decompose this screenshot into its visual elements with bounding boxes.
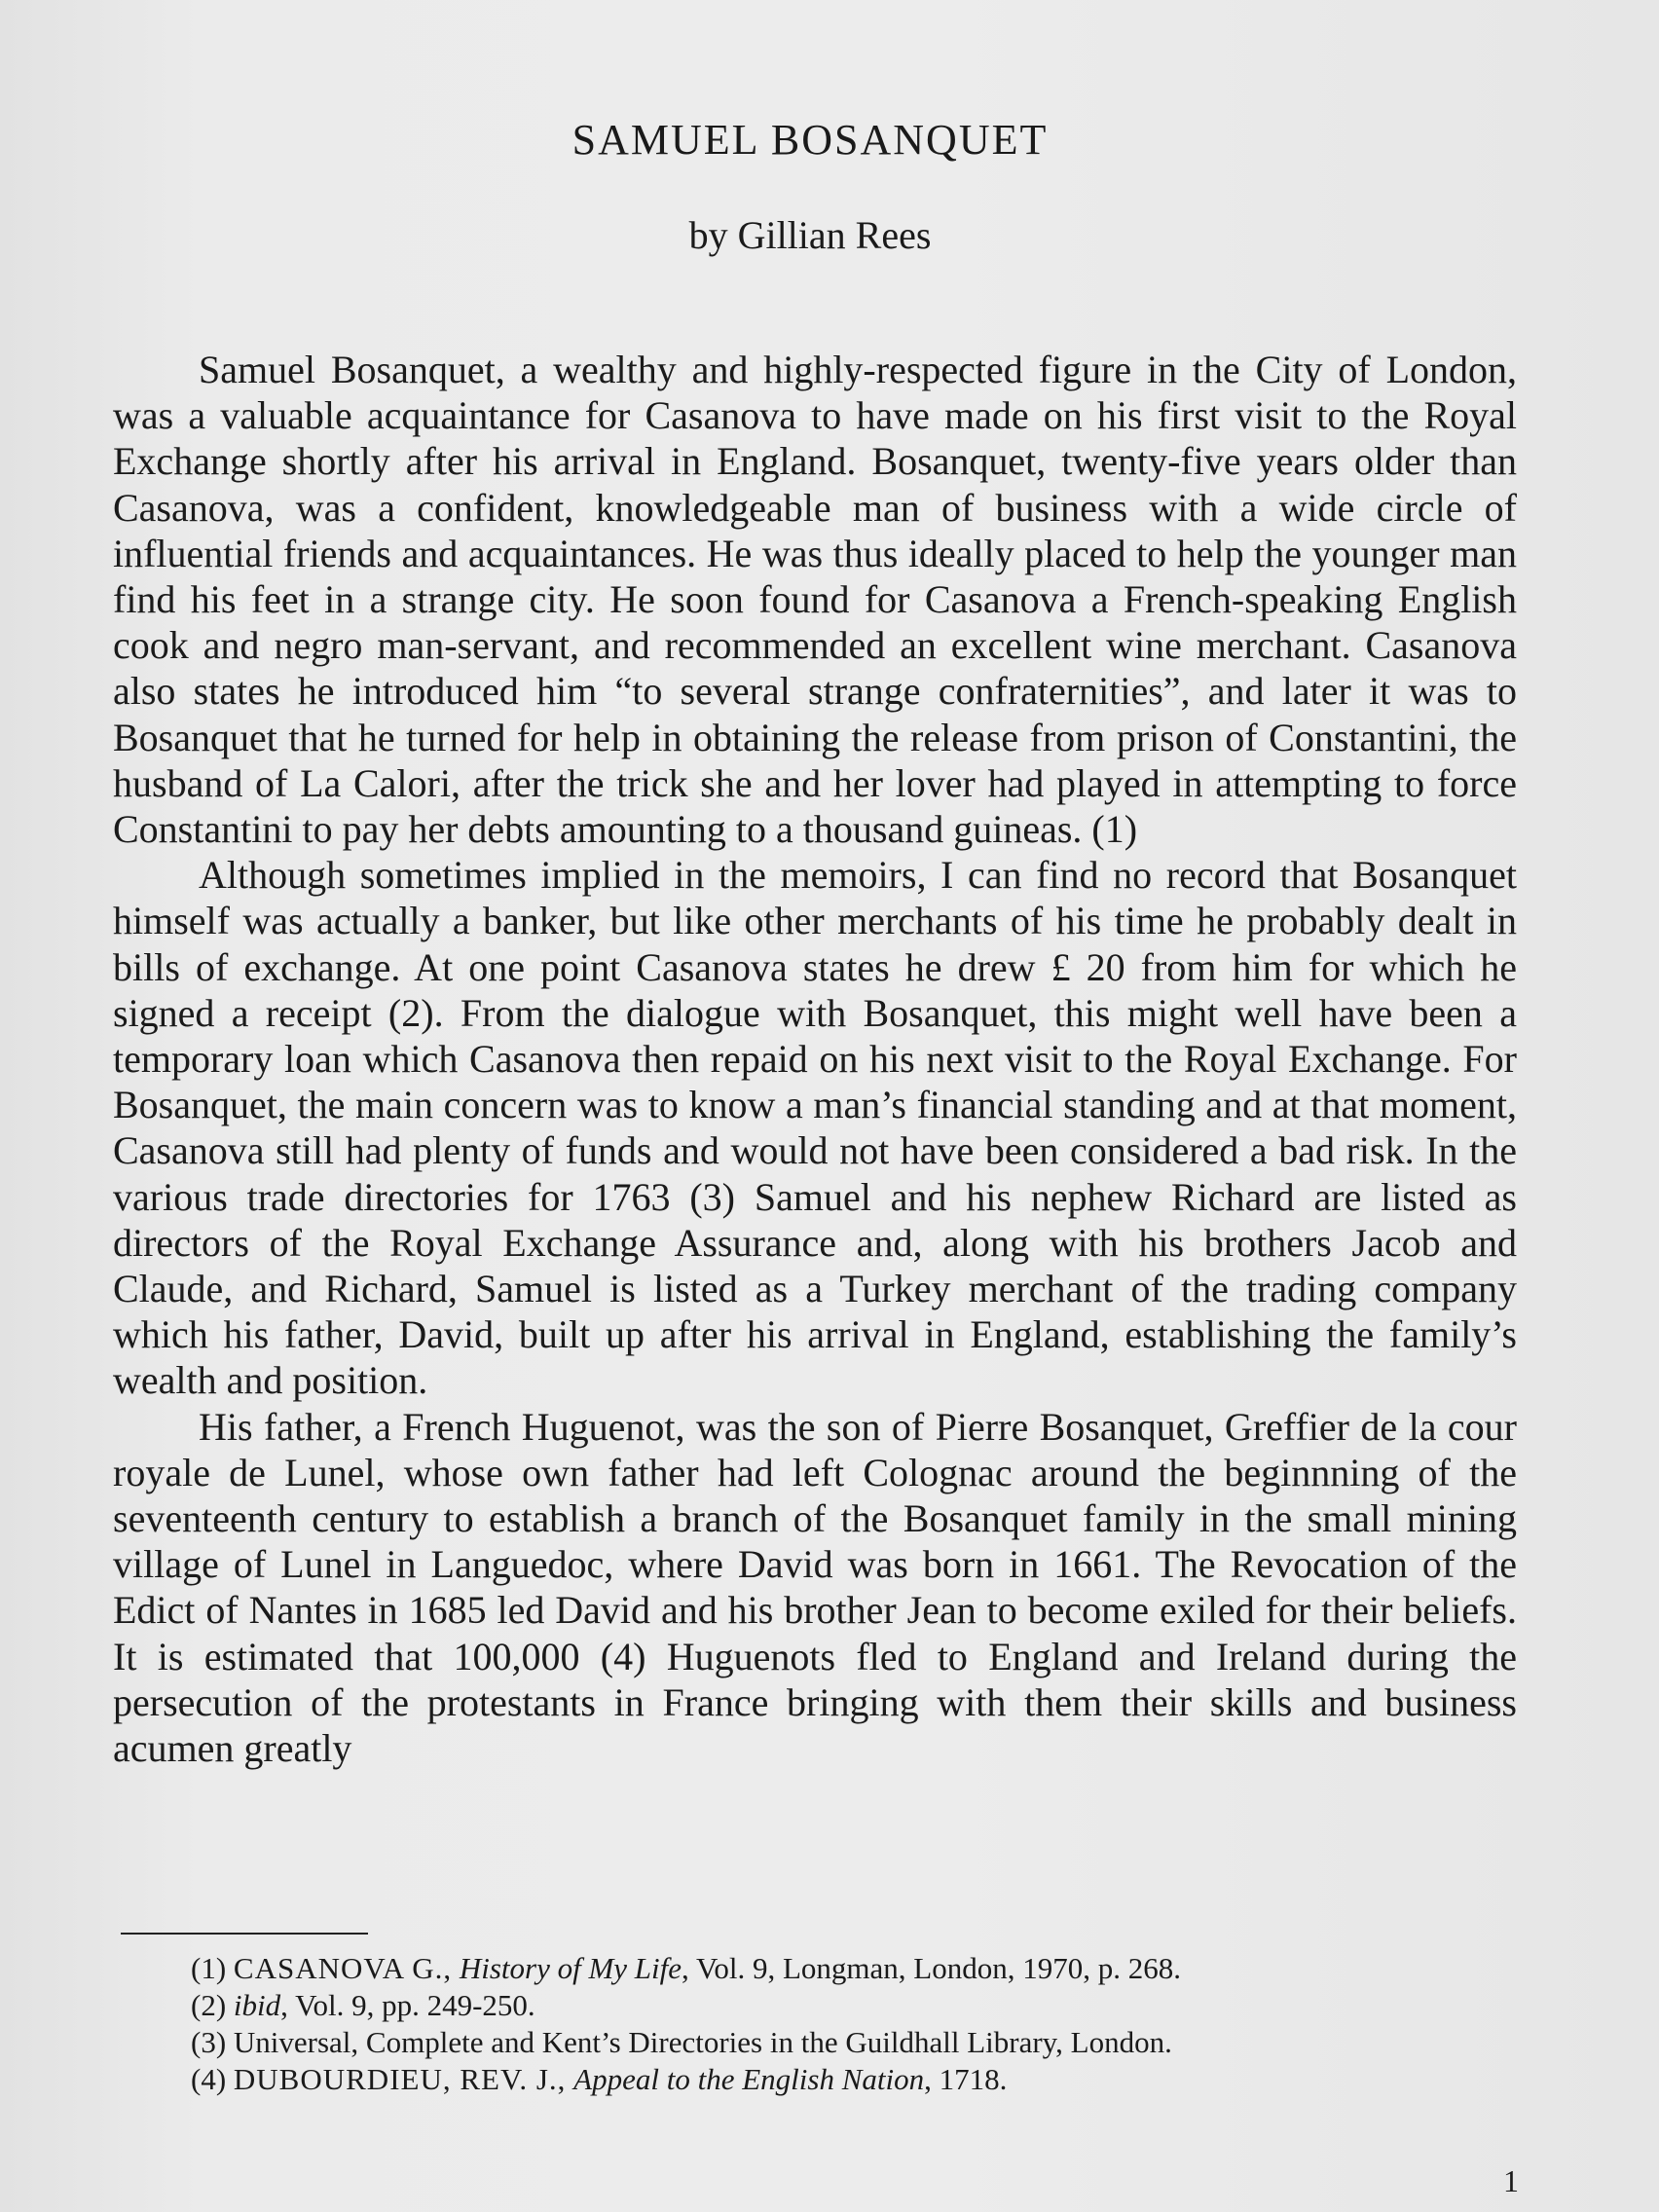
- footnote-details: Universal, Complete and Kent’s Directories in the Guildhall Library, London.: [233, 2025, 1172, 2059]
- footnote-number: (2): [191, 1988, 227, 2022]
- footnote-details: , 1718.: [924, 2062, 1008, 2096]
- footnote-work-title: Appeal to the English Nation: [573, 2062, 925, 2096]
- footnote-details: , Vol. 9, Longman, London, 1970, p. 268.: [682, 1951, 1181, 1985]
- footnote-work-title: ibid: [233, 1988, 281, 2022]
- footnote-2: [191, 1987, 1456, 2024]
- paragraph-3: His father, a French Huguenot, was the son of Pierre Bosanquet, Greffier de la cour royale de Lunel, whose own father had left Colognac around the beginnning of the seventeenth century to establish a branch of the Bosanquet family in the small mining village of Lunel in Languedoc, where David was born in 1661. The Revocation of the Edict of Nantes in 1685 led David and his brother Jean to become exiled for their beliefs. It is estimated that 100,000 (4) Huguenots fled to England and Ireland during the persecution of the protestants in France bringing with them their skills and business acumen greatly: [113, 1404, 1517, 1771]
- article-author: by Gillian Rees: [688, 213, 932, 257]
- footnote-author: CASANOVA G.,: [233, 1951, 453, 1985]
- footnote-3: [191, 2024, 1456, 2061]
- footnote-1: [191, 1950, 1456, 1987]
- footnote-number: (3): [191, 2025, 227, 2059]
- article-title: SAMUEL BOSANQUET: [571, 116, 1049, 164]
- article-body: [113, 347, 1517, 1771]
- footnote-work-title: History of My Life: [459, 1951, 682, 1985]
- paragraph-2: Although sometimes implied in the memoirs, I can find no record that Bosanquet himself was actually a banker, but like other merchants of his time he probably dealt in bills of exchange. At one point Casanova states he drew £ 20 from him for which he signed a receipt (2). From the dialogue with Bosanquet, this might well have been a temporary loan which Casanova then repaid on his next visit to the Royal Exchange. For Bosanquet, the main concern was to know a man’s financial standing and at that moment, Casanova still had plenty of funds and would not have been considered a bad risk. In the various trade directories for 1763 (3) Samuel and his nephew Richard are listed as directors of the Royal Exchange Assurance and, along with his brothers Jacob and Claude, and Richard, Samuel is listed as a Turkey merchant of the trading company which his father, David, built up after his arrival in England, establishing the family’s wealth and position.: [113, 853, 1517, 1403]
- paragraph-1: Samuel Bosanquet, a wealthy and highly-respected figure in the City of London, was a valuable acquaintance for Casanova to have made on his first visit to the Royal Exchange shortly after his arrival in England. Bosanquet, twenty-five years older than Casanova, was a confident, knowledgeable man of business with a wide circle of influential friends and acquaintances. He was thus ideally placed to help the younger man find his feet in a strange city. He soon found for Casanova a French-speaking English cook and negro man-servant, and recommended an excellent wine merchant. Casanova also states he introduced him “to several strange confraternities”, and later it was to Bosanquet that he turned for help in obtaining the release from prison of Constantini, the husband of La Calori, after the trick she and her lover had played in attempting to force Constantini to pay her debts amounting to a thousand guineas. (1): [113, 348, 1517, 852]
- footnote-number: (1): [191, 1951, 227, 1985]
- footnote-author: DUBOURDIEU, REV. J.,: [233, 2062, 567, 2096]
- footnote-divider: [121, 1933, 368, 1935]
- footnote-4: [191, 2061, 1456, 2098]
- footnote-number: (4): [191, 2062, 227, 2096]
- page-number: 1: [1503, 2163, 1519, 2198]
- footnotes: [191, 1950, 1456, 2098]
- footnote-details: , Vol. 9, pp. 249-250.: [280, 1988, 535, 2022]
